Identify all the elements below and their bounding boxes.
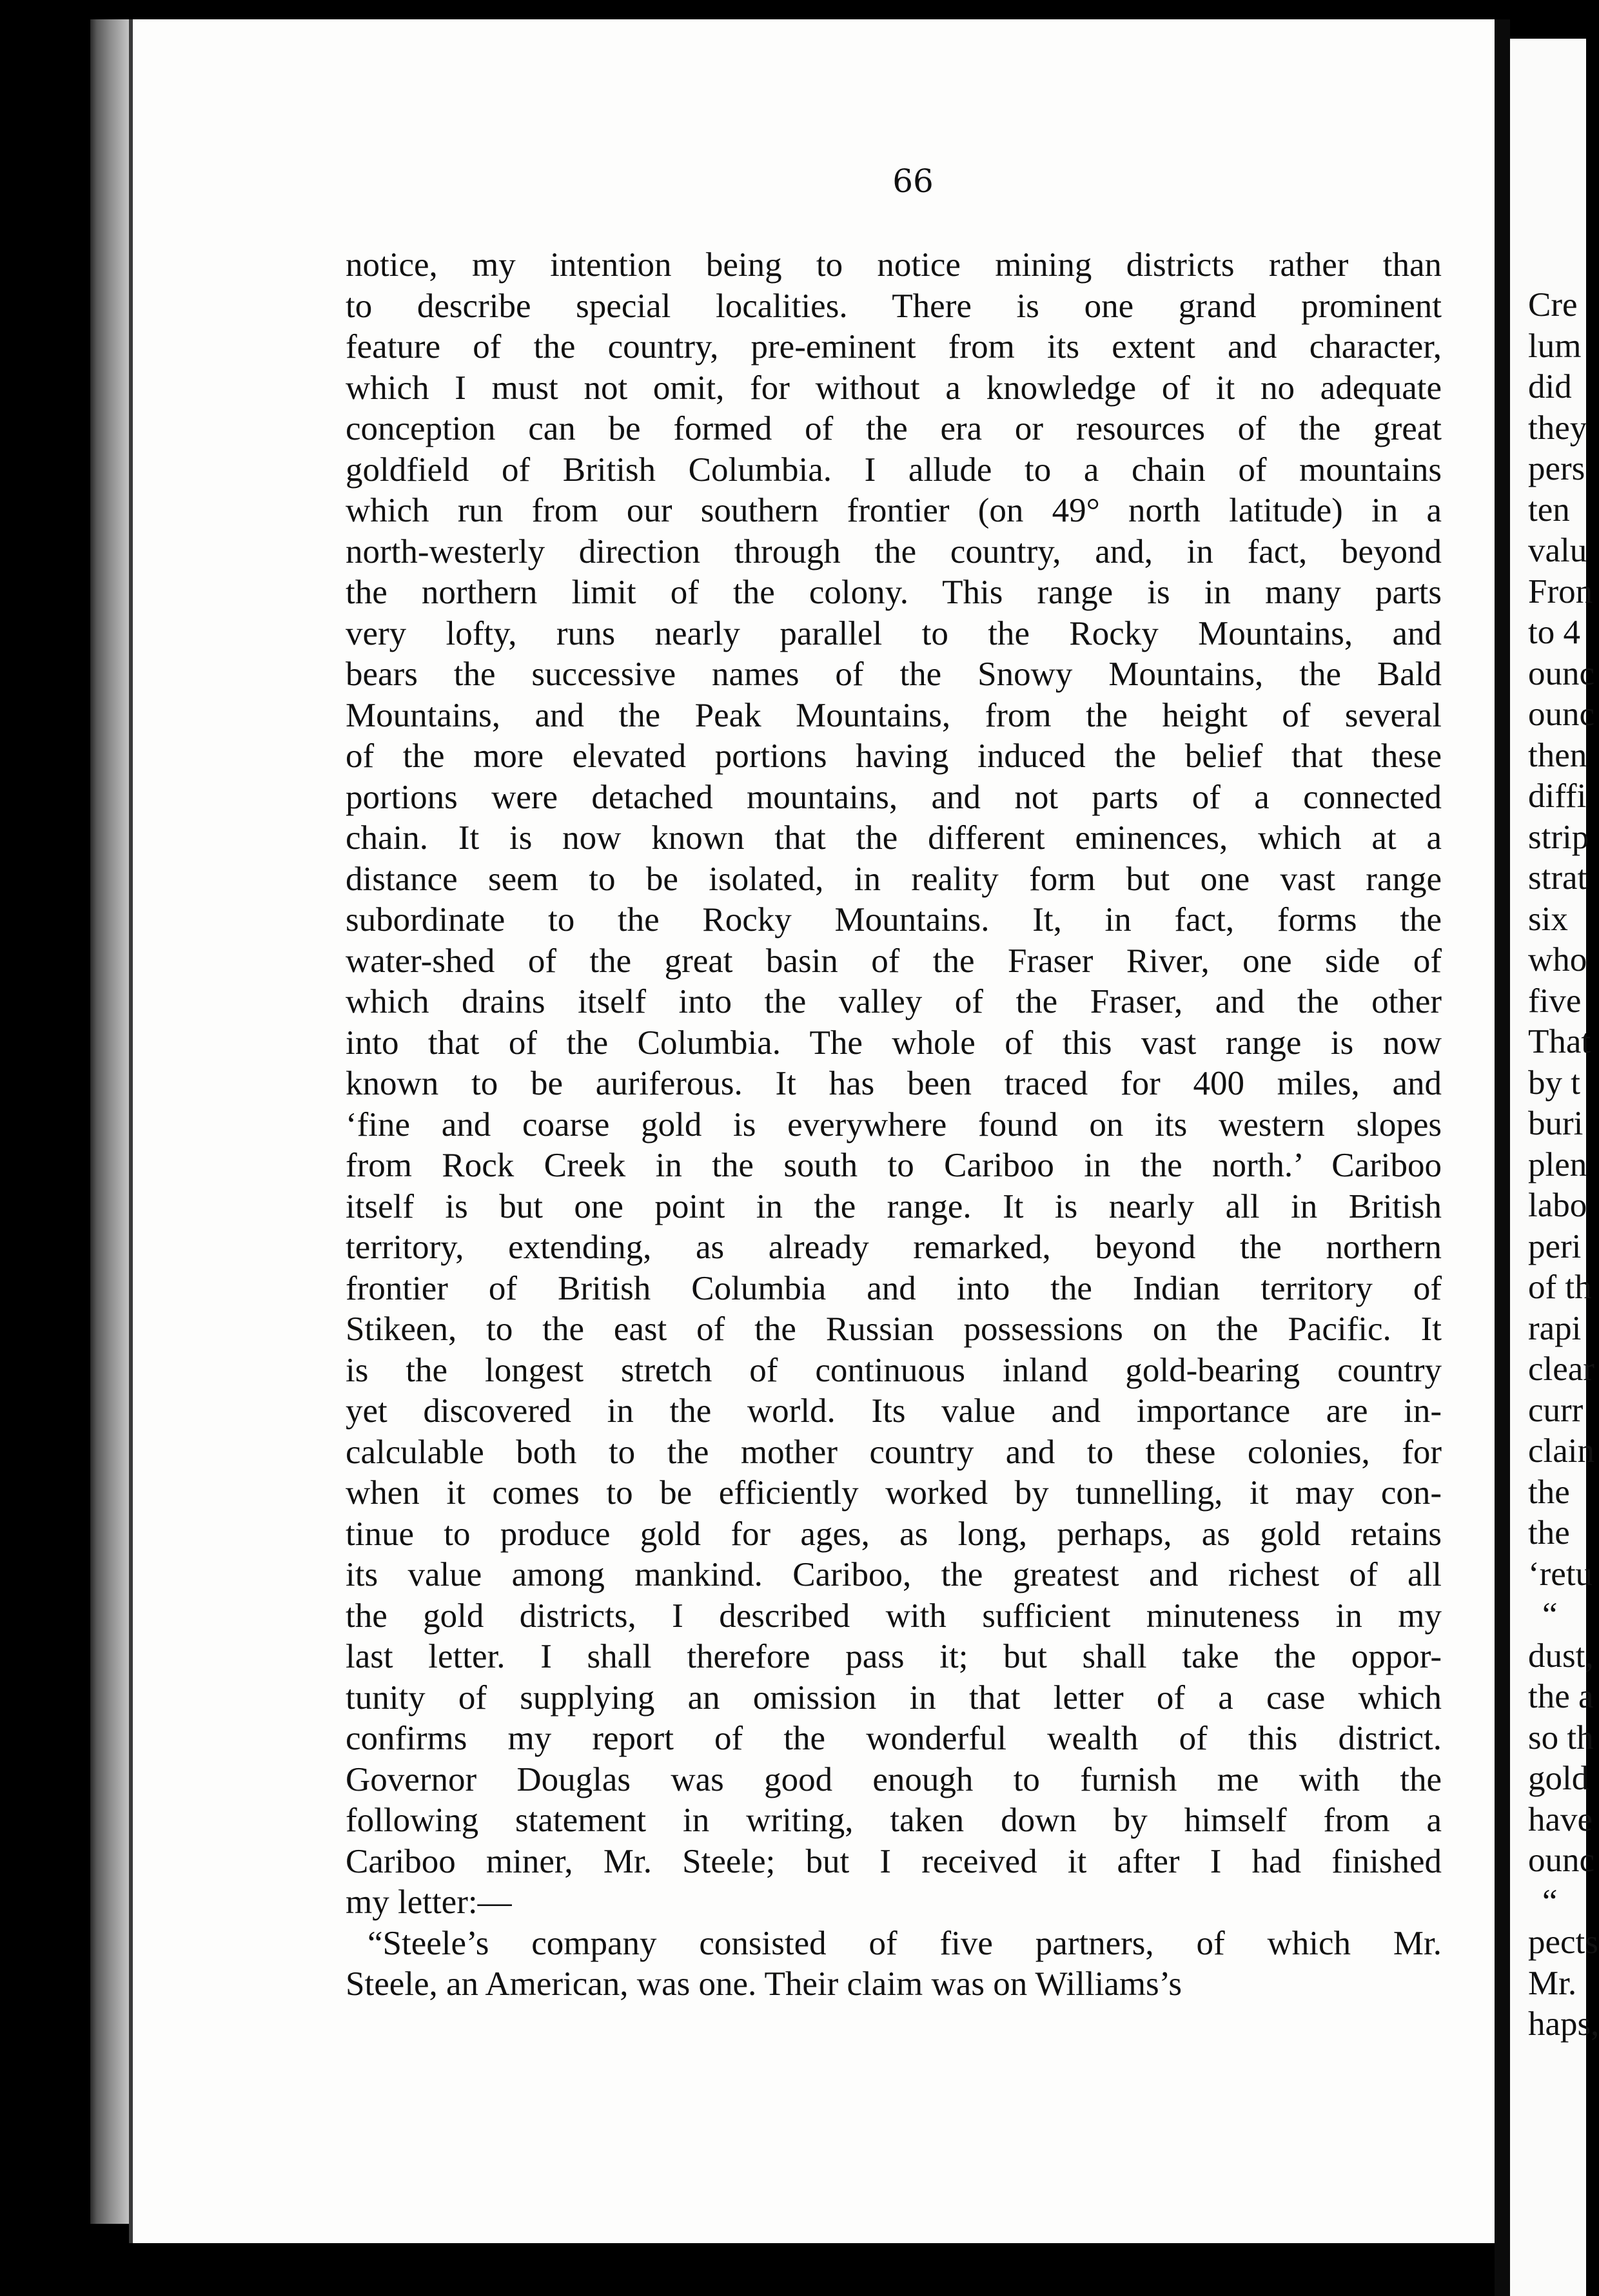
text-line: which drains itself into the valley of the Fraser, and the other <box>346 983 1442 1020</box>
text-line: known to be auriferous. It has been traced for 400 miles, and <box>346 1065 1442 1102</box>
facing-page-line: five <box>1528 982 1582 1020</box>
text-line: which I must not omit, for without a knowledge of it no adequate <box>346 369 1442 407</box>
facing-page-text <box>1510 285 1599 2045</box>
facing-page-line: who <box>1528 941 1587 978</box>
facing-page-line: That <box>1528 1023 1591 1060</box>
text-line: portions were detached mountains, and not parts of a connected <box>346 778 1442 816</box>
facing-page-line: so th <box>1528 1718 1594 1756</box>
facing-page-line: pers <box>1528 450 1585 487</box>
text-line: subordinate to the Rocky Mountains. It, in fact, forms the <box>346 901 1442 939</box>
facing-page-line: they <box>1528 409 1587 447</box>
text-line: Stikeen, to the east of the Russian possessions on the Pacific. It <box>346 1310 1442 1348</box>
text-line: the northern limit of the colony. This range is in many parts <box>346 574 1442 611</box>
text-line: “Steele’s company consisted of five partners, of which Mr. <box>368 1924 1442 1962</box>
text-line: to describe special localities. There is one grand prominent <box>346 287 1442 325</box>
text-line: very lofty, runs nearly parallel to the Rocky Mountains, and <box>346 614 1442 652</box>
facing-page-line: diffi <box>1528 777 1587 815</box>
text-line: ‘fine and coarse gold is everywhere found on its western slopes <box>346 1105 1442 1143</box>
text-line: conception can be formed of the era or resources of the great <box>346 410 1442 447</box>
facing-page-line: “ <box>1542 1882 1558 1920</box>
facing-page-line: the <box>1528 1514 1570 1552</box>
text-line: territory, extending, as already remarked, beyond the northern <box>346 1229 1442 1266</box>
facing-page-line: by t <box>1528 1064 1580 1102</box>
facing-page-line: six <box>1528 900 1568 938</box>
text-line: the gold districts, I described with sufficient minuteness in my <box>346 1597 1442 1635</box>
text-line: Cariboo miner, Mr. Steele; but I received it after I had finished <box>346 1842 1442 1880</box>
text-line: feature of the country, pre-eminent from its extent and character, <box>346 328 1442 365</box>
facing-page-line: rapi <box>1528 1309 1582 1347</box>
text-line: water-shed of the great basin of the Fraser River, one side of <box>346 942 1442 980</box>
facing-page-line: strat <box>1528 859 1587 897</box>
facing-page-line: labo <box>1528 1187 1587 1224</box>
facing-page-line: gold <box>1528 1760 1589 1797</box>
facing-page-line: ounc <box>1528 1842 1595 1879</box>
facing-page-line: of th <box>1528 1269 1592 1306</box>
facing-page-line: pects <box>1528 1923 1598 1961</box>
facing-page-line: to 4 <box>1528 614 1580 651</box>
facing-page-line: dust, <box>1528 1637 1594 1675</box>
text-line: Steele, an American, was one. Their claim was on Williams’s <box>346 1965 1182 2003</box>
text-line: calculable both to the mother country and to these colonies, for <box>346 1433 1442 1471</box>
text-line: tunity of supplying an omission in that letter of a case which <box>346 1678 1442 1717</box>
facing-page-line: Fron <box>1528 572 1593 610</box>
facing-page-line: buri <box>1528 1105 1584 1142</box>
text-line: Governor Douglas was good enough to furnish me with the <box>346 1760 1442 1798</box>
text-line: my letter:— <box>346 1883 512 1921</box>
facing-page-line: ten <box>1528 491 1570 529</box>
facing-page-line: clain <box>1528 1432 1594 1470</box>
facing-page-line: haps, <box>1528 2005 1599 2043</box>
text-line: bears the successive names of the Snowy Mountains, the Bald <box>346 656 1442 693</box>
facing-page-line: strip <box>1528 818 1589 856</box>
facing-page-line: ‘retu <box>1528 1555 1593 1593</box>
facing-page-line: the a <box>1528 1678 1594 1715</box>
text-line: frontier of British Columbia and into the Indian territory of <box>346 1269 1442 1307</box>
text-line: its value among mankind. Cariboo, the greatest and richest of all <box>346 1556 1442 1593</box>
text-line: chain. It is now known that the different eminences, which at a <box>346 819 1442 857</box>
facing-page-line: did <box>1528 368 1572 405</box>
text-line: into that of the Columbia. The whole of this vast range is now <box>346 1024 1442 1062</box>
facing-page-line: ounc <box>1528 654 1595 692</box>
text-line: which run from our southern frontier (on 49° north latitude) in a <box>346 492 1442 529</box>
text-line: from Rock Creek in the south to Cariboo in the north.’ Cariboo <box>346 1147 1442 1184</box>
text-line: is the longest stretch of continuous inland gold-bearing country <box>346 1351 1442 1389</box>
facing-page-line: curr <box>1528 1391 1584 1429</box>
facing-page-line: plen <box>1528 1145 1587 1183</box>
facing-page-line: have <box>1528 1800 1593 1838</box>
facing-page-line: Mr. <box>1528 1964 1577 2002</box>
facing-page <box>1510 39 1599 2296</box>
text-line: Mountains, and the Peak Mountains, from the height of several <box>346 696 1442 734</box>
facing-page-line: peri <box>1528 1227 1582 1265</box>
facing-page-line: valu <box>1528 532 1587 569</box>
text-line: following statement in writing, taken down by himself from a <box>346 1802 1442 1839</box>
body-text <box>346 245 1442 2005</box>
book-gutter <box>1495 19 1510 2296</box>
facing-page-line: Cre <box>1528 286 1578 324</box>
facing-page-line: clear <box>1528 1350 1594 1388</box>
text-line: of the more elevated portions having induced the belief that these <box>346 737 1442 775</box>
text-line: goldfield of British Columbia. I allude to a chain of mountains <box>346 451 1442 489</box>
facing-page-line: ounc <box>1528 696 1595 733</box>
text-line: distance seem to be isolated, in reality form but one vast range <box>346 860 1442 898</box>
facing-page-line: “ <box>1542 1596 1558 1633</box>
text-line: itself is but one point in the range. It is nearly all in British <box>346 1187 1442 1225</box>
text-line: when it comes to be efficiently worked by tunnelling, it may con- <box>346 1474 1442 1512</box>
facing-page-line: lum <box>1528 327 1582 365</box>
text-line: tinue to produce gold for ages, as long, perhaps, as gold retains <box>346 1515 1442 1553</box>
page-number: 66 <box>892 162 934 200</box>
facing-page-line: then <box>1528 736 1587 774</box>
text-line: yet discovered in the world. Its value and importance are in- <box>346 1392 1442 1430</box>
text-line: north-westerly direction through the country, and, in fact, beyond <box>346 532 1442 570</box>
facing-page-line: the <box>1528 1473 1570 1511</box>
text-line: confirms my report of the wonderful wealth of this district. <box>346 1720 1442 1757</box>
text-line: notice, my intention being to notice mining districts rather than <box>346 246 1442 284</box>
text-line: last letter. I shall therefore pass it; but shall take the oppor- <box>346 1638 1442 1675</box>
